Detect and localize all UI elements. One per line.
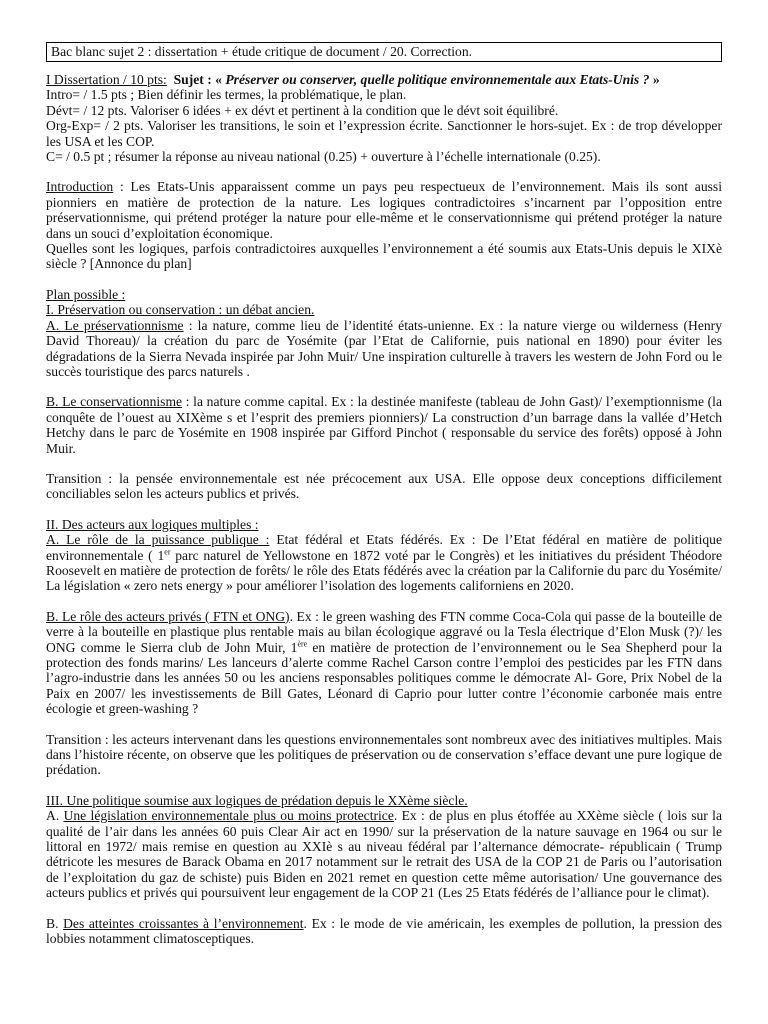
grading-intro: Intro= / 1.5 pts ; Bien définir les termes, la problématique, le plan. bbox=[46, 87, 407, 103]
spacer bbox=[46, 901, 722, 916]
part1-a-text: : la nature, comme lieu de l’identité états-unienne. Ex : la nature vierge ou wilderness (Henry David Thoreau)/ la création du parc de Yosémite (par l’Etat de Californie, puis national en 1890) pour éviter les dégradations de la Sierra Nevada inspirée par John Muir/ Une inspiration culturelle à travers les western de John Ford ou le succès touristique des parcs naturels . bbox=[46, 317, 723, 379]
sujet-text: Préserver ou conserver, quelle politique environnementale aux Etats-Unis ? bbox=[225, 72, 650, 87]
part1-a bbox=[46, 318, 722, 380]
part1-transition: Transition : la pensée environnementale est née précocement aux USA. Elle oppose deux conceptions difficilement conciliables selon les acteurs publics et privés. bbox=[46, 470, 722, 502]
spacer bbox=[46, 502, 722, 517]
part3-a-label: Une législation environnementale plus ou moins protectrice bbox=[63, 808, 394, 824]
grading-section bbox=[46, 72, 722, 164]
part2-b-text-2: en matière de protection de l’environnement ou le Sea Shepherd pour la protection des fonds marins/ Les lanceurs d’alerte comme Rachel Carson contre l’emploi des pesticides par les FTN dans l’agro-industrie dans les années 50 ou les anciens responsables politiques comme le démocrate Al- Gore, Prix Nobel de la Paix en 2007/ les investissements de Bill Gates, Léonard di Caprio pour lutter contre l’économie carbonée mais entre écologie et green-washing ? bbox=[46, 639, 722, 717]
part3-b bbox=[46, 916, 722, 947]
introduction-paragraph bbox=[46, 179, 722, 241]
part2-transition: Transition : les acteurs intervenant dans les questions environnementales sont nombreux avec des initiatives multiples. Mais dans l’histoire récente, on observe que les politiques de préservation ou de conservation s’efface devant une pure logique de prédation. bbox=[46, 731, 722, 778]
part3-a-prefix: A. bbox=[46, 808, 64, 824]
part1-b bbox=[46, 394, 722, 456]
part2-a-label: A. Le rôle de la puissance publique : bbox=[46, 532, 270, 548]
part2-a bbox=[46, 532, 722, 594]
grading-orgexp: Org-Exp= / 2 pts. Valoriser les transitions, le soin et l’expression écrite. Sanctionner le hors-sujet. Ex : de trop développer les USA et les COP. bbox=[46, 118, 722, 149]
part1-a-label: A. Le préservationnisme bbox=[46, 317, 184, 333]
sujet-suffix: » bbox=[649, 72, 660, 87]
spacer bbox=[46, 717, 722, 732]
sujet-prefix: Sujet : « bbox=[173, 72, 226, 87]
introduction-text: : Les Etats-Unis apparaissent comme un pays peu respectueux de l’environnement. Mais ils sont aussi pionniers en matière de protection de la nature. Les logiques contradictoires s’incarnent par l’opposition entre préservationnisme, qui prétend protéger la nature pour elle-même et le conservationnisme qui prétend protéger la nature dans un souci d’exploitation économique. bbox=[46, 179, 722, 241]
introduction-label: Introduction bbox=[46, 179, 114, 195]
plan-label: Plan possible : bbox=[46, 286, 126, 302]
spacer bbox=[46, 456, 722, 471]
part3-a-text: . Ex : de plus en plus étoffée au XXème siècle ( lois sur la qualité de l’air dans les années 60 puis Clear Air act en 1990/ sur la préservation de la nature sauvage en 1964 ou sur le littoral en 1972/ mais remise en question au XXIè s au niveau fédéral par l’alternance démocrate- républicain ( Trump détricote les mesures de Barack Obama en 2017 notamment sur le retrait des USA de la COP 21 de Paris ou l’autorisation de l’exploitation du gaz de schiste) puis Biden en 2021 remet en question cette même autorisation/ Une gouvernance des acteurs publics et privés qui poursuivent leur engagement de la COP 21 (Les 25 Etats fédérés de l’alliance pour le climat). bbox=[46, 808, 722, 901]
part1-b-label: B. Le conservationnisme bbox=[46, 394, 183, 410]
spacer bbox=[46, 379, 722, 394]
part2-b bbox=[46, 609, 722, 717]
part2-b-text-1: . Ex : le green washing des FTN comme Coca-Cola qui passe de la bouteille de verre à la bouteille en plastique plus rentable mais au bilan écologique aggravé ou la Tesla électrique d’Elon Musk (?)/ les ONG comme le Sierra club de John Muir, 1 bbox=[46, 608, 722, 655]
part3-a bbox=[46, 808, 722, 900]
part2-a-text-2: parc naturel de Yellowstone en 1872 voté par le Congrès) et les initiatives du président Théodore Roosevelt en matière de protection de forêts/ le rôle des Etats fédérés avec la création par la Californie du parc du Yosémite/ La législation « zero nets energy » pour améliorer l’isolation des logements californiens en 2020. bbox=[46, 547, 722, 594]
dissertation-subject bbox=[46, 72, 722, 87]
part3-title: III. Une politique soumise aux logiques de prédation depuis le XXème siècle. bbox=[46, 792, 468, 808]
problematique: Quelles sont les logiques, parfois contradictoires auxquelles l’environnement a été soumis aux Etats-Unis depuis le XIXè siècle ? [Annonce du plan] bbox=[46, 241, 722, 272]
part1-b-text: : la nature comme capital. Ex : la destinée manifeste (tableau de John Gast)/ l’exemptionnisme (la conquête de l’ouest au XIXème s et l’esprit des premiers pionniers)/ La construction d’un barrage dans la vallée d’Hetch Hetchy dans le parc de Yosémite en 1908 inspirée par Gifford Pinchot ( responsable du service des forêts) opposé à John Muir. bbox=[46, 394, 722, 456]
document-page bbox=[46, 42, 722, 947]
part1-title: I. Préservation ou conservation : un débat ancien. bbox=[46, 302, 315, 318]
part2-a-text-1: Etat fédéral et Etats fédérés. Ex : De l’Etat fédéral en matière de politique environnementale ( 1 bbox=[46, 532, 722, 563]
spacer bbox=[46, 594, 722, 609]
part2-b-label: B. Le rôle des acteurs privés ( FTN et ONG) bbox=[46, 608, 290, 624]
part3-b-label: Des atteintes croissantes à l’environnement bbox=[63, 915, 304, 931]
spacer bbox=[46, 164, 722, 179]
part3-b-text: . Ex : le mode de vie américain, les exemples de pollution, la pression des lobbies notamment climatosceptiques. bbox=[46, 915, 722, 947]
spacer bbox=[46, 272, 722, 287]
part2-a-sup: er bbox=[164, 547, 171, 557]
grading-devt: Dévt= / 12 pts. Valoriser 6 idées + ex dévt et pertinent à la condition que le dévt soit équilibré. bbox=[46, 102, 559, 118]
document-title-box bbox=[46, 42, 722, 62]
document-title: Bac blanc sujet 2 : dissertation + étude critique de document / 20. Correction. bbox=[51, 44, 473, 59]
plan-section bbox=[46, 287, 722, 947]
section-label: I Dissertation / 10 pts: bbox=[46, 72, 167, 87]
part2-title: II. Des acteurs aux logiques multiples : bbox=[46, 516, 259, 532]
part2-b-sup: ère bbox=[297, 639, 308, 649]
grading-conclusion: C= / 0.5 pt ; résumer la réponse au niveau national (0.25) + ouverture à l’échelle internationale (0.25). bbox=[46, 149, 601, 165]
introduction-section bbox=[46, 179, 722, 271]
part3-b-prefix: B. bbox=[46, 915, 64, 931]
spacer bbox=[46, 778, 722, 793]
